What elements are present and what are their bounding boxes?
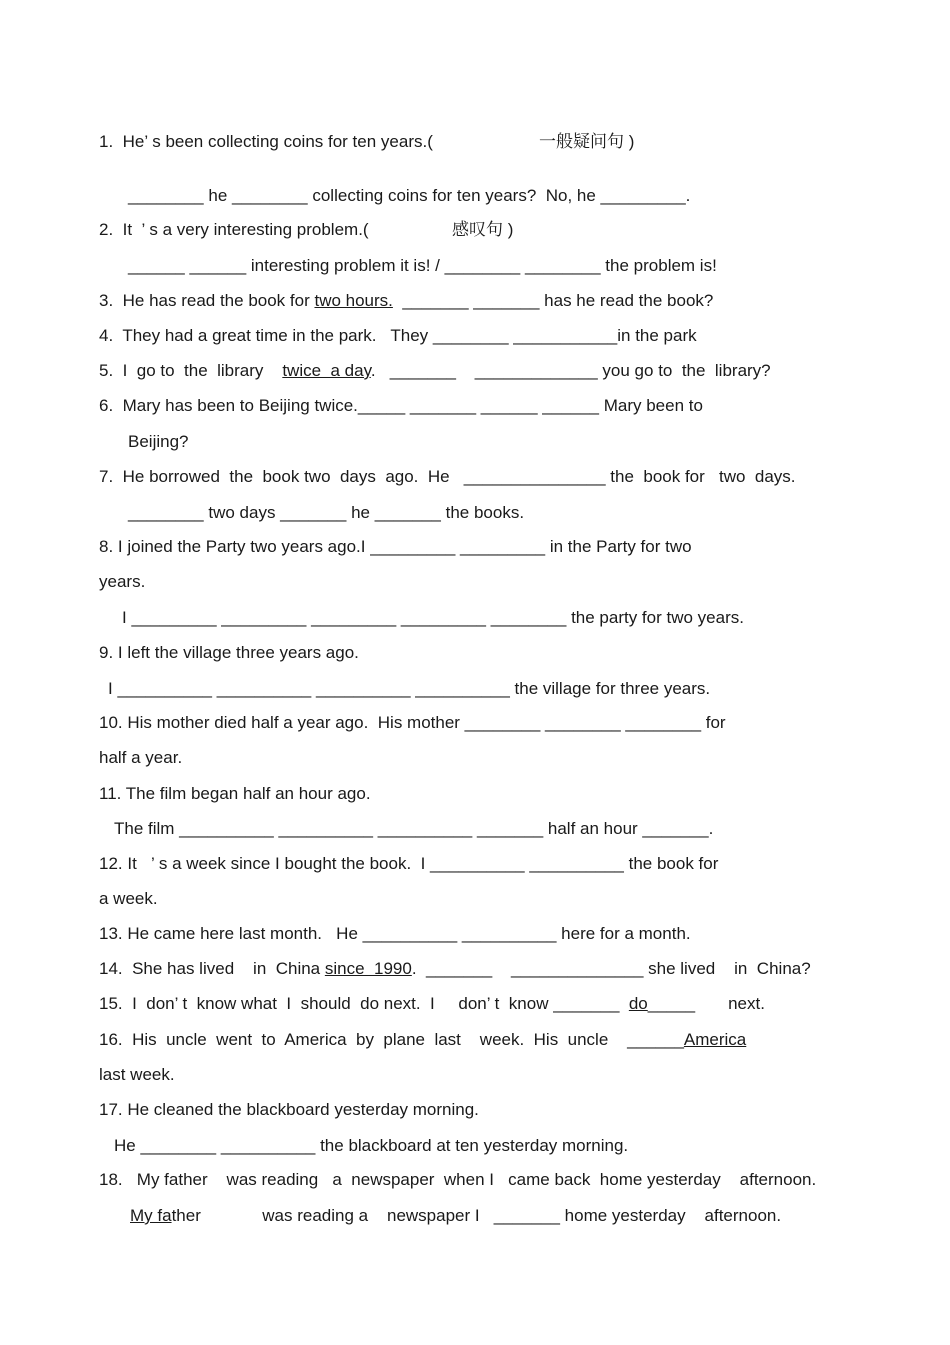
q4-line: 4. They had a great time in the park. They ________ ___________in the park	[99, 326, 697, 345]
q5-underlined: twice a day	[282, 361, 371, 380]
q15-line	[99, 993, 765, 1015]
q14-underlined: since 1990	[324, 959, 412, 978]
q2-line	[99, 219, 514, 241]
q3-text: 3. He has read the book for	[99, 291, 315, 310]
q17-line: 17. He cleaned the blackboard yesterday morning.	[99, 1100, 479, 1119]
q15-text: 15. I don’ t know what I should do next. I don’ t know _______	[99, 994, 629, 1013]
q5-rest: . _______ _____________ you go to the library?	[370, 361, 771, 380]
q15-rest: _____ next.	[647, 994, 765, 1013]
q9-line: 9. I left the village three years ago.	[99, 643, 359, 662]
q18-line: 18. My father was reading a newspaper when I came back home yesterday afternoon.	[99, 1170, 817, 1189]
q5-line	[99, 360, 771, 382]
q16-line	[99, 1029, 746, 1051]
q10-cont: half a year.	[99, 748, 183, 767]
q18-rest: ther was reading a newspaper I _______ home yesterday afternoon.	[171, 1206, 782, 1225]
q10-line: 10. His mother died half a year ago. His mother ________ ________ ________ for	[99, 713, 726, 732]
q14-line	[99, 958, 811, 980]
q13-line: 13. He came here last month. He __________ __________ here for a month.	[99, 924, 691, 943]
q11-answer: The film __________ __________ __________ _______ half an hour _______.	[114, 819, 714, 838]
q1-instruction: 一般疑问句 )	[539, 132, 635, 151]
q3-line	[99, 290, 713, 312]
q2-text: 2. It ’ s a very interesting problem.(	[99, 220, 369, 239]
q3-rest: _______ _______ has he read the book?	[392, 291, 714, 310]
q9-answer: I __________ __________ __________ __________ the village for three years.	[108, 679, 711, 698]
q15-underlined: do	[628, 994, 648, 1013]
q12-line: 12. It ’ s a week since I bought the book. I __________ __________ the book for	[99, 854, 719, 873]
q8-line: 8. I joined the Party two years ago.I _________ _________ in the Party for two	[99, 537, 692, 556]
q8-answer: I _________ _________ _________ _________ ________ the party for two years.	[122, 608, 744, 627]
q8-cont: years.	[99, 572, 146, 591]
q3-underlined: two hours.	[314, 291, 393, 310]
q17-answer: He ________ __________ the blackboard at ten yesterday morning.	[114, 1136, 629, 1155]
q16-underlined: America	[683, 1030, 747, 1049]
q18-underlined: My fa	[130, 1206, 172, 1225]
q1-line	[99, 131, 635, 153]
q6-line: 6. Mary has been to Beijing twice._____ _______ ______ ______ Mary been to	[99, 396, 703, 415]
q2-answer: ______ ______ interesting problem it is! / ________ ________ the problem is!	[128, 256, 717, 275]
q18-answer	[130, 1205, 781, 1227]
q7-answer: ________ two days _______ he _______ the books.	[128, 503, 525, 522]
q6-cont: Beijing?	[128, 432, 189, 451]
q11-line: 11. The film began half an hour ago.	[99, 784, 371, 803]
q14-text: 14. She has lived in China	[99, 959, 325, 978]
q2-instruction: 感叹句 )	[452, 220, 514, 239]
q7-line: 7. He borrowed the book two days ago. He _______________ the book for two days.	[99, 467, 796, 486]
q1-text: 1. He’ s been collecting coins for ten years.(	[99, 132, 433, 151]
q12-cont: a week.	[99, 889, 158, 908]
q16-cont: last week.	[99, 1065, 175, 1084]
q1-answer: ________ he ________ collecting coins for ten years? No, he _________.	[128, 186, 691, 205]
q5-text: 5. I go to the library	[99, 361, 283, 380]
q16-text: 16. His uncle went to America by plane last week. His uncle ______	[99, 1030, 684, 1049]
q14-rest: . _______ ______________ she lived in China?	[411, 959, 811, 978]
